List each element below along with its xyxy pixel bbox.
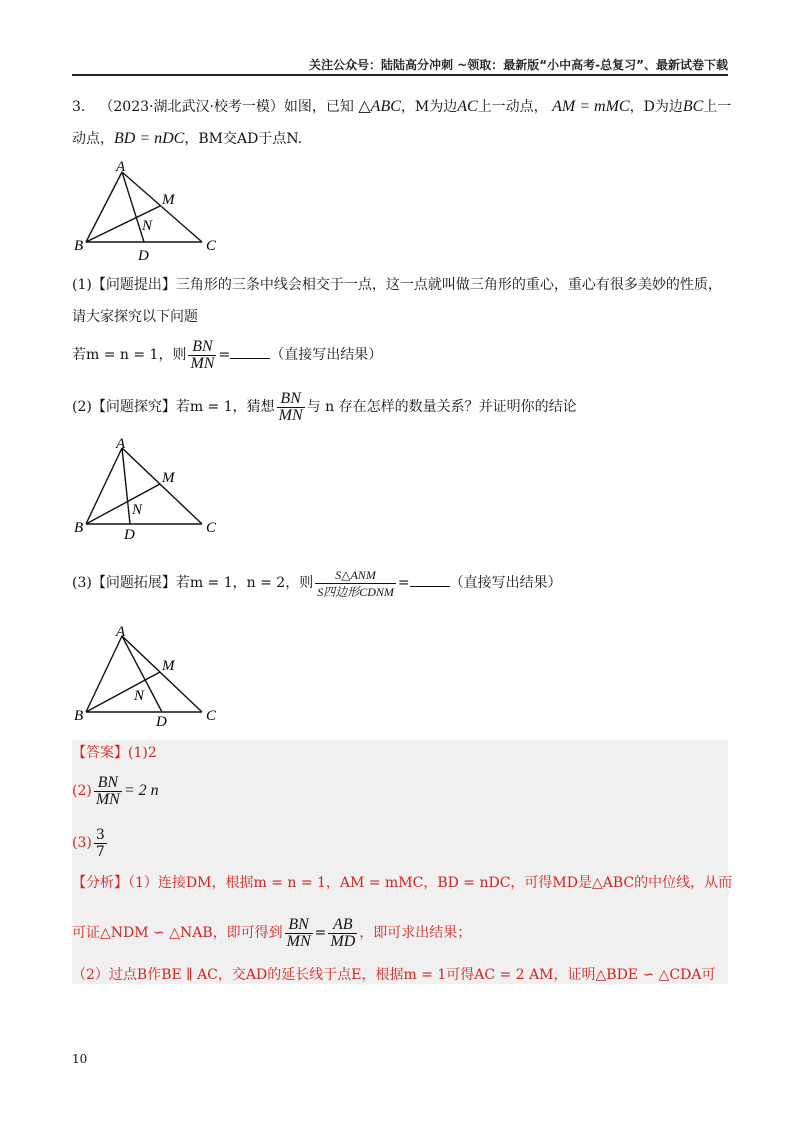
part3-label: (3)【问题拓展】若m = 1，n = 2，则 [72, 575, 314, 591]
fraction-ab-md [328, 917, 357, 950]
fraction-denominator: MN [190, 354, 215, 372]
segment-bc: BC [682, 98, 704, 115]
part1-hint: （直接写出结果） [270, 347, 383, 363]
fraction-denominator: S四边形CDNM [317, 584, 394, 599]
triangle-abc: △ABC [358, 98, 401, 115]
analysis-text: 可证△NDM ∽ △NAB，即可得到 [72, 925, 283, 941]
segment-ac: AC [457, 98, 478, 115]
label-b: B [74, 708, 84, 724]
analysis-text: ，即可求出结果； [359, 925, 472, 941]
equals-sign: = [218, 347, 231, 363]
problem-line-1 [72, 96, 731, 118]
fraction-denominator: MN [278, 406, 303, 424]
label-d: D [156, 714, 167, 730]
fraction-numerator: BN [188, 339, 216, 356]
part1-line-2: 请大家探究以下问题 [72, 309, 198, 325]
equation-bd: BD = nDC [114, 130, 185, 147]
fraction-denominator: 7 [95, 843, 105, 860]
label-d: D [124, 527, 135, 543]
part2-label: (2)【问题探究】若m = 1，猜想 [72, 399, 275, 415]
label-n: N [134, 688, 145, 704]
label-d: D [138, 248, 149, 264]
label-m: M [162, 658, 175, 674]
answer-part2 [72, 774, 159, 808]
triangle-figure-2 [72, 434, 232, 544]
problem-text: ，D为边 [629, 99, 683, 115]
analysis-line-2 [72, 916, 471, 950]
label-c: C [206, 238, 217, 254]
problem-source: （2023·湖北武汉·校考一模）如图，已知 [99, 99, 354, 115]
fraction-numerator: AB [328, 917, 357, 934]
label-c: C [206, 520, 217, 536]
answer-part3 [72, 826, 109, 860]
label-a: A [116, 160, 126, 175]
answer-prefix: (3) [72, 835, 92, 851]
answer-blank [230, 346, 270, 359]
answer-value: = 2 n [123, 782, 159, 799]
label-m: M [162, 192, 175, 208]
label-a: A [116, 624, 126, 640]
part1-line-3 [72, 338, 382, 372]
fraction-numerator: BN [277, 391, 305, 408]
part3-hint: （直接写出结果） [449, 575, 562, 591]
label-b: B [74, 238, 84, 254]
label-a: A [116, 436, 126, 452]
fraction-bn-mn [188, 339, 216, 372]
triangle-figure-3 [72, 624, 232, 730]
problem-number: 3． [72, 99, 95, 115]
equation-am: AM = mMC [552, 98, 630, 115]
problem-text: ，M为边 [400, 99, 458, 115]
label-c: C [206, 708, 217, 724]
equals-sign: = [314, 925, 327, 941]
problem-line-2 [72, 128, 302, 150]
fraction-denominator: MN [286, 932, 311, 950]
label-m: M [162, 470, 175, 486]
fraction-denominator: MN [95, 790, 120, 808]
equals-sign: = [397, 575, 410, 591]
analysis-line-3: （2）过点B作BE ∥ AC，交AD的延长线于点E，根据m = 1可得AC = 2 AM，证明△BDE ∽ △CDA可 [72, 967, 716, 983]
answer-part1: 【答案】(1)2 [72, 745, 157, 761]
triangle-figure-1 [72, 160, 232, 265]
fraction-numerator: BN [94, 775, 122, 792]
part2-line [72, 390, 577, 424]
fraction-3-7 [94, 827, 107, 860]
label-n: N [132, 502, 143, 518]
fraction-area-ratio [315, 567, 396, 600]
problem-text: 动点， [72, 131, 114, 147]
fraction-numerator: BN [285, 917, 313, 934]
problem-text: 上一 [703, 99, 732, 115]
analysis-line-1: 【分析】（1）连接DM，根据m = n = 1，AM = mMC，BD = nDC，可得MD是△ABC的中位线，从而 [72, 875, 733, 891]
fraction-bn-mn [285, 917, 313, 950]
fraction-bn-mn [94, 775, 122, 808]
page-header: 关注公众号：陆陆高分冲刺 ~领取：最新版“小中高考-总复习”、最新试卷下载 [309, 58, 728, 72]
fraction-numerator: S△ANM [315, 567, 396, 584]
label-b: B [74, 520, 84, 536]
answer-blank [410, 574, 450, 587]
page-number: 10 [72, 1052, 88, 1066]
part3-line [72, 566, 562, 600]
fraction-numerator: 3 [95, 826, 105, 843]
part2-tail: 与 n 存在怎样的数量关系？并证明你的结论 [306, 399, 577, 415]
fraction-denominator: MD [330, 932, 356, 950]
part1-condition: 若m = n = 1，则 [72, 347, 187, 363]
answer-prefix: (2) [72, 783, 92, 799]
problem-text: 上一动点， [477, 99, 548, 115]
part1-line-1: (1)【问题提出】三角形的三条中线会相交于一点，这一点就叫做三角形的重心，重心有很多美妙的性质， [72, 277, 722, 293]
label-n: N [142, 218, 153, 234]
fraction-bn-mn [277, 391, 305, 424]
header-rule [72, 74, 728, 76]
problem-text: ，BM交AD于点N. [184, 131, 303, 147]
